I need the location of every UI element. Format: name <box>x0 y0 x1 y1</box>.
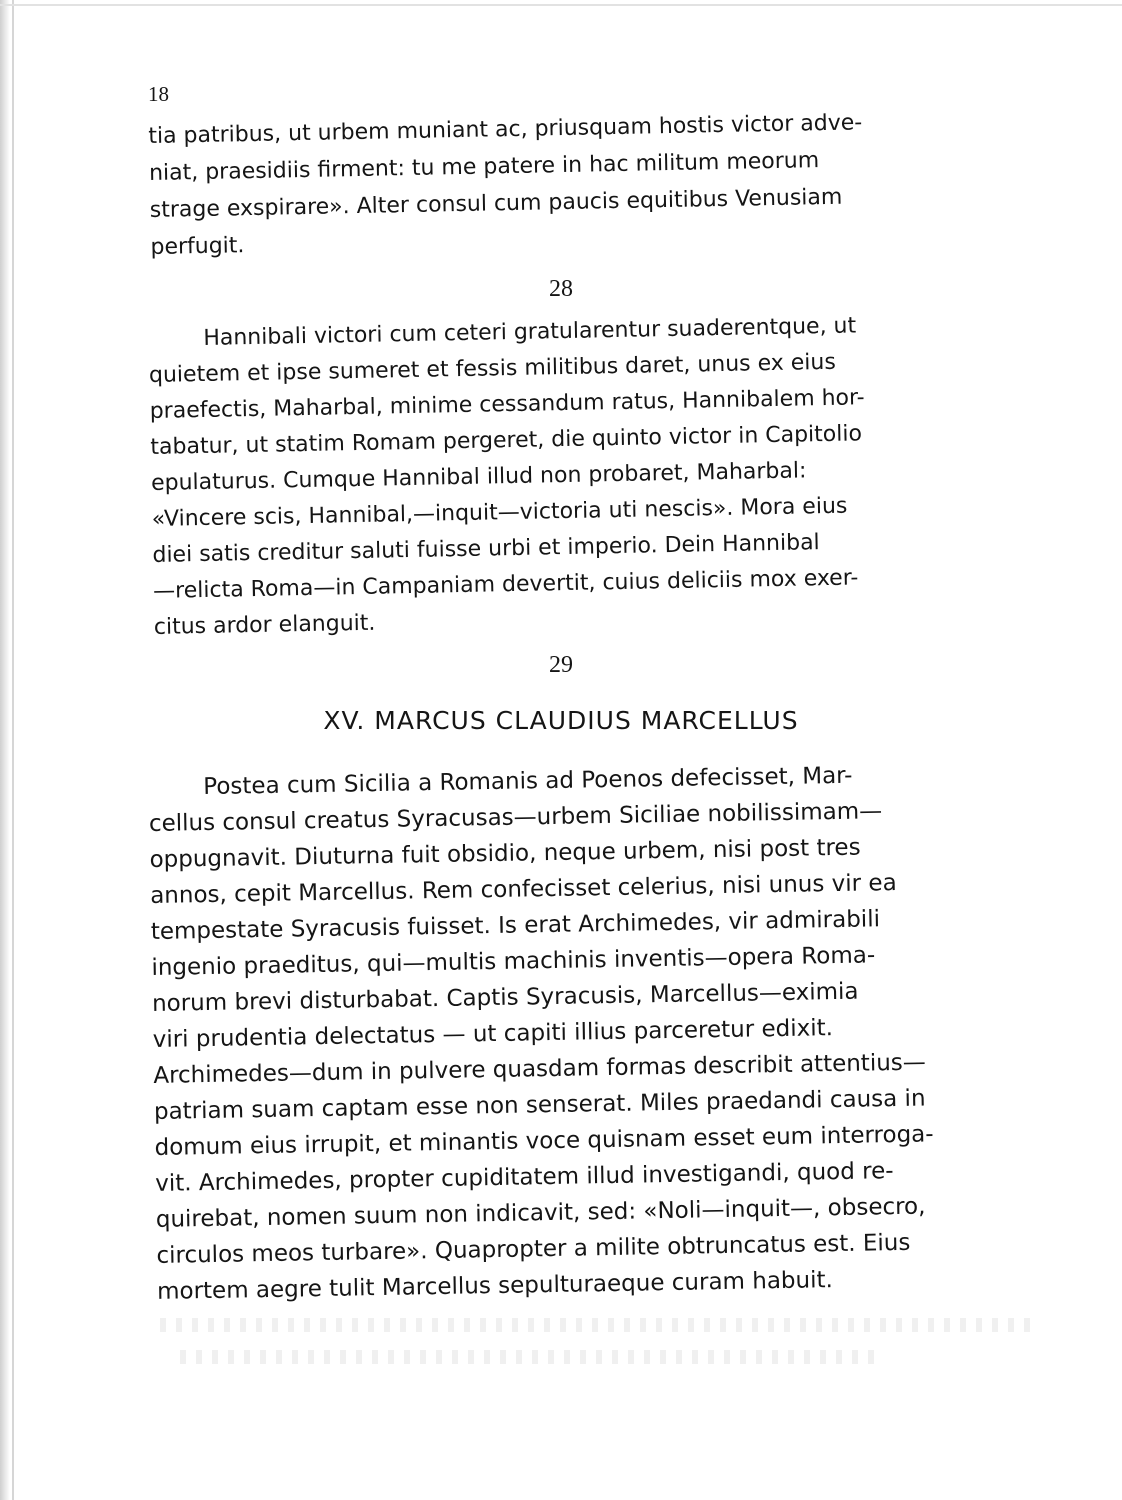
paragraph-1 <box>148 101 1021 266</box>
text-line: citus ardor elanguit. <box>153 610 376 640</box>
text-line: —relicta Roma—in Campaniam devertit, cuius deliciis mox exer- <box>152 565 859 604</box>
text-line: quietem et ipse sumeret et fessis militibus daret, unus ex eius <box>148 349 837 388</box>
paragraph-2 <box>148 305 1024 646</box>
text-line: norum brevi disturbabat. Captis Syracusis, Marcellus—eximia <box>151 978 859 1017</box>
text-line: oppugnavit. Diuturna fuit obsidio, neque urbem, nisi post tres <box>149 834 861 873</box>
section-number-28: 28 <box>549 276 573 302</box>
text-line: quirebat, nomen suum non indicavit, sed: «Noli—inquit—, obsecro, <box>155 1193 926 1233</box>
text-line: strage exspirare». Alter consul cum paucis equitibus Venusiam <box>149 184 843 223</box>
text-line: diei satis creditur saluti fuisse urbi et imperio. Dein Hannibal <box>152 530 820 568</box>
text-line: viri prudentia delectatus — ut capiti illius parceretur edixit. <box>152 1015 834 1053</box>
text-line: tempestate Syracusis fuisset. Is erat Archimedes, vir admirabili <box>150 906 881 945</box>
text-line: Postea cum Sicilia a Romanis ad Poenos defecisset, Mar- <box>203 762 853 801</box>
page-number: 18 <box>148 82 169 106</box>
text-line: ingenio praeditus, qui—multis machinis inventis—opera Roma- <box>151 942 876 981</box>
top-rule <box>0 4 1122 6</box>
page-edge-line <box>12 0 14 1500</box>
text-line: mortem aegre tulit Marcellus sepulturaeque curam habuit. <box>156 1267 834 1305</box>
section-number-29: 29 <box>549 652 573 678</box>
text-line: tabatur, ut statim Romam pergeret, die quinto victor in Capitolio <box>150 421 863 460</box>
chapter-title: XV. MARCUS CLAUDIUS MARCELLUS <box>323 706 799 735</box>
text-line: patriam suam captam esse non senserat. Miles praedandi causa in <box>153 1085 926 1125</box>
text-line: vit. Archimedes, propter cupiditatem illud investigandi, quod re- <box>154 1158 894 1197</box>
text-line: tia patribus, ut urbem muniant ac, priusquam hostis victor adve- <box>148 110 863 149</box>
text-line: annos, cepit Marcellus. Rem confecisset celerius, nisi unus vir ea <box>149 869 897 909</box>
bleed-through-text <box>160 1318 1040 1332</box>
text-line: «Vincere scis, Hannibal,—inquit—victoria uti nescis». Mora eius <box>151 493 848 532</box>
page-edge-shadow <box>0 0 10 1500</box>
paragraph-3 <box>148 755 1027 1310</box>
text-line: Archimedes—dum in pulvere quasdam formas describit attentius— <box>153 1049 926 1089</box>
text-line: niat, praesidiis firment: tu me patere in hac militum meorum <box>148 148 820 186</box>
text-line: Hannibali victori cum ceteri gratularentur suaderentque, ut <box>203 313 857 351</box>
bleed-through-text <box>180 1350 880 1364</box>
text-line: domum eius irrupit, et minantis voce quisnam esset eum interroga- <box>154 1121 934 1161</box>
text-line: cellus consul creatus Syracusas—urbem Siciliae nobilissimam— <box>148 798 883 837</box>
text-line: circulos meos turbare». Quapropter a milite obtruncatus est. Eius <box>156 1229 911 1269</box>
text-line: perfugit. <box>150 233 245 260</box>
text-line: epulaturus. Cumque Hannibal illud non probaret, Maharbal: <box>150 458 807 496</box>
text-line: praefectis, Maharbal, minime cessandum ratus, Hannibalem hor- <box>149 385 865 424</box>
